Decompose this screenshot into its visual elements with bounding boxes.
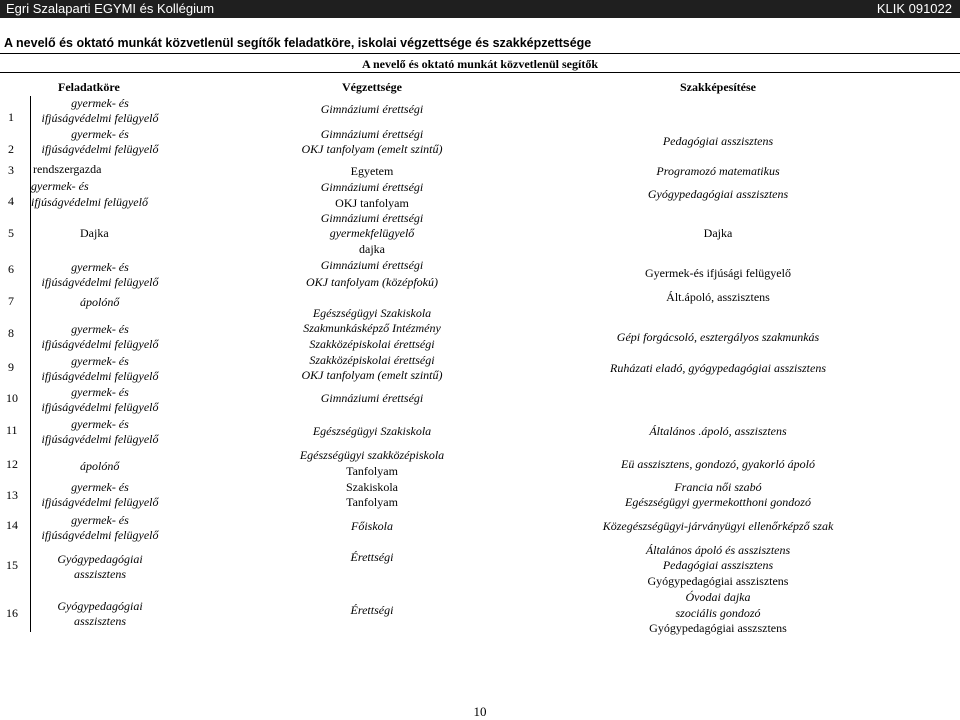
edu-erettsegi: Érettségi [350, 603, 394, 617]
role-dajka: Dajka [80, 226, 109, 240]
role-if: ifjúságvédelmi felügyelő [41, 495, 159, 509]
qual-kozegeszseg: Közegészségügyi-járványügyi ellenőrképző szak [602, 519, 834, 533]
row-number: 12 [6, 457, 18, 471]
role-gy: gyermek- és [71, 354, 129, 368]
role-if: ifjúságvédelmi felügyelő [31, 195, 148, 209]
role-if: ifjúságvédelmi felügyelő [41, 528, 159, 542]
edu-szakiskola: Szakiskola [346, 480, 398, 494]
row-number: 11 [6, 423, 18, 437]
column-header-feladatkore: Feladatköre [58, 80, 120, 94]
edu-gimn: Gimnáziumi érettségi [320, 180, 424, 194]
role-gy: gyermek- és [71, 417, 129, 431]
role-asszisztens: asszisztens [73, 614, 126, 628]
qual-egesz-gyermek: Egészségügyi gyermekotthoni gondozó [625, 495, 811, 509]
qual-progmat: Programozó matematikus [656, 164, 780, 178]
edu-tanfolyam: Tanfolyam [346, 464, 398, 478]
qual-ruhazati: Ruházati eladó, gyógypedagógiai asszisztens [610, 361, 826, 375]
edu-okj-kozep: OKJ tanfolyam (középfokú) [306, 275, 438, 289]
edu-foiskola: Főiskola [351, 519, 393, 533]
edu-egyetem: Egyetem [350, 164, 394, 178]
role-gyogyped: Gyógypedagógiai [57, 552, 143, 566]
row-number: 10 [6, 391, 18, 405]
row-number: 3 [8, 163, 14, 177]
edu-gimn: Gimnáziumi érettségi [320, 258, 424, 272]
role-gy: gyermek- és [31, 179, 89, 193]
edu-dajka: dajka [359, 242, 385, 256]
role-if: ifjúságvédelmi felügyelő [41, 275, 159, 289]
qual-gyogyped-assz: Gyógypedagógiai asszisztens [647, 187, 789, 201]
edu-gimn: Gimnáziumi érettségi [320, 102, 424, 116]
row-number: 7 [8, 294, 14, 308]
row-number: 13 [6, 488, 18, 502]
role-if: ifjúságvédelmi felügyelő [41, 111, 159, 125]
edu-okj-emelt: OKJ tanfolyam (emelt szintű) [301, 368, 443, 382]
edu-okj-emelt: OKJ tanfolyam (emelt szintű) [301, 142, 443, 156]
table-top-line [0, 53, 960, 54]
role-if: ifjúságvédelmi felügyelő [41, 400, 159, 414]
qual-alt-apolo-assz: Általános ápoló és asszisztens [645, 543, 791, 557]
qual-szocialis: szociális gondozó [675, 606, 761, 620]
role-gy: gyermek- és [71, 260, 129, 274]
role-if: ifjúságvédelmi felügyelő [41, 142, 159, 156]
qual-gepi: Gépi forgácsoló, esztergályos szakmunkás [616, 330, 820, 344]
qual-eu: Eü asszisztens, gondozó, gyakorló ápoló [620, 457, 815, 471]
row-number: 16 [6, 606, 18, 620]
row-number: 6 [8, 262, 14, 276]
edu-gimn: Gimnáziumi érettségi [320, 127, 424, 141]
role-asszisztens: asszisztens [73, 567, 126, 581]
role-if: ifjúságvédelmi felügyelő [41, 337, 159, 351]
qual-ped-assz: Pedagógiai asszisztens [662, 134, 774, 148]
row-number: 1 [8, 110, 14, 124]
row-number: 4 [8, 194, 14, 208]
row-number: 9 [8, 360, 14, 374]
qual-gyif-fel: Gyermek-és ifjúsági felügyelő [645, 266, 791, 280]
table-title: A nevelő és oktató munkát közvetlenül segítők [361, 57, 598, 71]
role-gyogyped: Gyógypedagógiai [57, 599, 143, 613]
edu-szakkozep-er: Szakközépiskolai érettségi [309, 337, 435, 351]
document-title: A nevelő és oktató munkát közvetlenül segítők feladatköre, iskolai végzettsége és szakképzettsége [4, 36, 592, 50]
role-gy: gyermek- és [71, 322, 129, 336]
qual-gyogyped-assz: Gyógypedagógiai asszisztens [647, 574, 789, 588]
edu-gyermekfelugyelo: gyermekfelügyelő [329, 226, 415, 240]
role-if: ifjúságvédelmi felügyelő [41, 432, 159, 446]
qual-ped-assz: Pedagógiai asszisztens [662, 558, 774, 572]
role-if: ifjúságvédelmi felügyelő [41, 369, 159, 383]
row-number: 5 [8, 226, 14, 240]
row-number: 14 [6, 518, 18, 532]
edu-gimn: Gimnáziumi érettségi [320, 391, 424, 405]
edu-erettsegi: Érettségi [350, 550, 394, 564]
role-gy: gyermek- és [71, 127, 129, 141]
qual-altalanos-apolo: Általános .ápoló, asszisztens [649, 424, 787, 438]
row-number: 2 [8, 142, 14, 156]
qual-alt-apolo: Ált.ápoló, asszisztens [666, 290, 770, 304]
qual-ovodai: Óvodai dajka [685, 590, 751, 604]
qual-gyogyped-asszs: Gyógypedagógiai asszsztens [649, 621, 787, 635]
edu-szakkozep-er: Szakközépiskolai érettségi [309, 353, 435, 367]
edu-okj: OKJ tanfolyam [335, 196, 409, 210]
role-gy: gyermek- és [71, 96, 129, 110]
row-number: 15 [6, 558, 18, 572]
header-bar [0, 0, 960, 18]
role-rendszergazda: rendszergazda [33, 162, 102, 176]
edu-egeszsegugyi-szakiskola: Egészségügyi Szakiskola [312, 424, 432, 438]
role-gy: gyermek- és [71, 480, 129, 494]
qual-francia: Francia női szabó [674, 480, 762, 494]
edu-egeszsegugyi-szakiskola: Egészségügyi Szakiskola [312, 306, 432, 320]
role-gy: gyermek- és [71, 513, 129, 527]
row-number: 8 [8, 326, 14, 340]
page-number: 10 [473, 704, 487, 719]
header-school-name: Egri Szalaparti EGYMI és Kollégium [6, 1, 215, 16]
header-code: KLIK 091022 [876, 1, 952, 16]
role-apolo: ápolónő [80, 459, 120, 473]
edu-gimn: Gimnáziumi érettségi [320, 211, 424, 225]
table-header-line [0, 72, 960, 73]
edu-egeszsegugyi-szakkozep: Egészségügyi szakközépiskola [299, 448, 445, 462]
column-header-szakkepesitese: Szakképesítése [680, 80, 756, 94]
role-gy: gyermek- és [71, 385, 129, 399]
column-header-vegzettsege: Végzettsége [342, 80, 402, 94]
edu-tanfolyam: Tanfolyam [346, 495, 398, 509]
role-apolo: ápolónő [80, 295, 120, 309]
qual-dajka: Dajka [703, 226, 733, 240]
edu-szakmunkas: Szakmunkásképző Intézmény [303, 321, 441, 335]
